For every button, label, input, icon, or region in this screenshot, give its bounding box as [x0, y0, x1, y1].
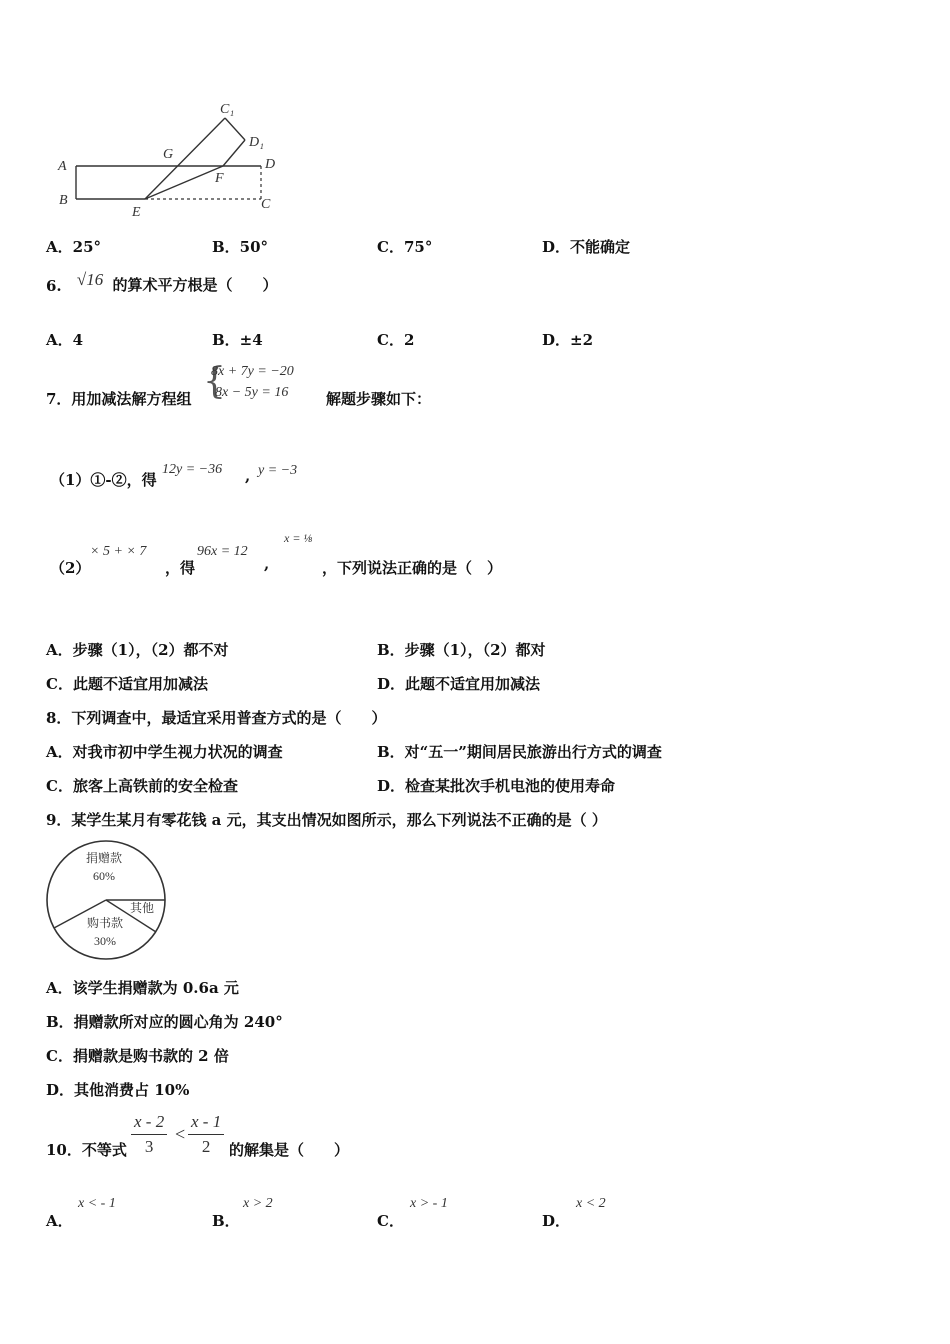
q7-step1-math2: y = −3 — [258, 463, 298, 478]
q5-option-d: D．不能确定 — [542, 238, 631, 256]
label-E: E — [132, 205, 141, 220]
q9-stem: 9．某学生某月有零花钱 a 元，其支出情况如图所示，那么下列说法不正确的是（ ） — [46, 811, 607, 829]
q6-number: 6. — [46, 277, 62, 295]
q10-fraction-2 — [188, 1112, 224, 1157]
q10-frac1-num: x - 2 — [131, 1112, 167, 1135]
q10-option-b-expr: x > 2 — [243, 1196, 273, 1211]
q7-step2-math3: x = ⅛ — [284, 531, 313, 545]
q7-step2-text1: ，得 — [165, 559, 196, 577]
q8-stem: 8．下列调查中，最适宜采用普查方式的是（ ） — [46, 709, 387, 727]
q9-pie-chart — [44, 838, 168, 962]
q8-option-c: C．旅客上高铁前的安全检查 — [46, 777, 238, 795]
q9-option-d: D．其他消费占 10% — [46, 1081, 190, 1099]
q10-option-d-expr: x < 2 — [576, 1196, 606, 1211]
q7-step2-label: （2） — [50, 559, 91, 577]
q7-step2-math2: 96x = 12 — [197, 544, 248, 559]
label-G: G — [163, 147, 174, 162]
q5-option-a: A．25° — [46, 238, 102, 256]
q10-option-d-letter: D． — [542, 1212, 571, 1230]
q8-option-a: A．对我市初中学生视力状况的调查 — [46, 743, 283, 761]
q7-brace: { — [203, 361, 226, 402]
q10-lt: < — [175, 1124, 186, 1144]
q10-fraction-1 — [131, 1112, 167, 1157]
q8-option-b: B．对“五一”期间居民旅游出行方式的调查 — [377, 743, 662, 761]
q6-stem — [46, 270, 278, 296]
q7-option-c: C．此题不适宜用加减法 — [46, 675, 208, 693]
pie-label-donation-pct: 60% — [93, 869, 115, 883]
q7-eq2: 8x − 5y = 16 — [215, 385, 289, 400]
q5-option-c: C．75° — [377, 238, 433, 256]
q5-geometry-figure — [55, 98, 285, 222]
q7-option-b: B．步骤（1），（2）都对 — [377, 641, 546, 659]
q8-option-d: D．检查某批次手机电池的使用寿命 — [377, 777, 616, 795]
q5-option-b: B．50° — [212, 238, 269, 256]
q6-option-c: C．2 — [377, 331, 415, 349]
q7-prefix: 7．用加减法解方程组 — [46, 390, 192, 408]
label-A: A — [58, 159, 67, 174]
q10-option-c-expr: x > - 1 — [410, 1196, 448, 1211]
q10-frac2-num: x - 1 — [188, 1112, 224, 1135]
q10-option-a-letter: A． — [46, 1212, 73, 1230]
label-F: F — [215, 171, 224, 186]
q10-prefix: 10．不等式 — [46, 1141, 127, 1159]
q10-option-a-expr: x < - 1 — [78, 1196, 116, 1211]
q7-step1-math1: 12y = −36 — [162, 462, 223, 477]
q6-sqrt-expr: √16 — [76, 270, 104, 289]
q10-frac1-den: 3 — [144, 1137, 154, 1156]
q7-option-a: A．步骤（1），（2）都不对 — [46, 641, 229, 659]
q10-frac2-den: 2 — [201, 1137, 211, 1156]
label-D1: D₁ — [249, 135, 264, 150]
q10-suffix: 的解集是（ ） — [229, 1141, 350, 1159]
q9-option-a: A．该学生捐赠款为 0.6a 元 — [46, 979, 239, 997]
q7-step2-sep: , — [264, 555, 270, 573]
q7-suffix: 解题步骤如下： — [326, 390, 432, 408]
label-C: C — [261, 197, 271, 212]
q6-option-b: B．±4 — [212, 331, 263, 349]
q7-step1-label: （1）①-②，得 — [50, 471, 157, 489]
label-B: B — [59, 193, 68, 208]
q7-option-d: D．此题不适宜用加减法 — [377, 675, 541, 693]
q7-eq1: 8x + 7y = −20 — [211, 364, 294, 379]
q7-step1-sep: , — [245, 467, 251, 485]
pie-label-books-pct: 30% — [94, 934, 116, 948]
q7-equation-system — [203, 361, 325, 406]
q6-option-d: D．±2 — [542, 331, 594, 349]
q10-option-c-letter: C． — [377, 1212, 404, 1230]
pie-label-donation: 捐赠款 — [85, 851, 123, 865]
label-C1: C₁ — [220, 102, 235, 117]
q9-option-c: C．捐赠款是购书款的 2 倍 — [46, 1047, 229, 1065]
q6-option-a: A．4 — [46, 331, 84, 349]
pie-label-books: 购书款 — [86, 916, 124, 930]
q7-step2-text2: ，下列说法正确的是（ ） — [322, 559, 503, 577]
q6-text: 的算术平方根是（ ） — [112, 276, 278, 294]
q10-option-b-letter: B． — [212, 1212, 240, 1230]
q9-option-b: B．捐赠款所对应的圆心角为 240° — [46, 1013, 283, 1031]
q7-step2-math1: × 5 + × 7 — [90, 544, 147, 559]
label-D: D — [265, 157, 276, 172]
pie-label-other: 其他 — [129, 901, 155, 915]
